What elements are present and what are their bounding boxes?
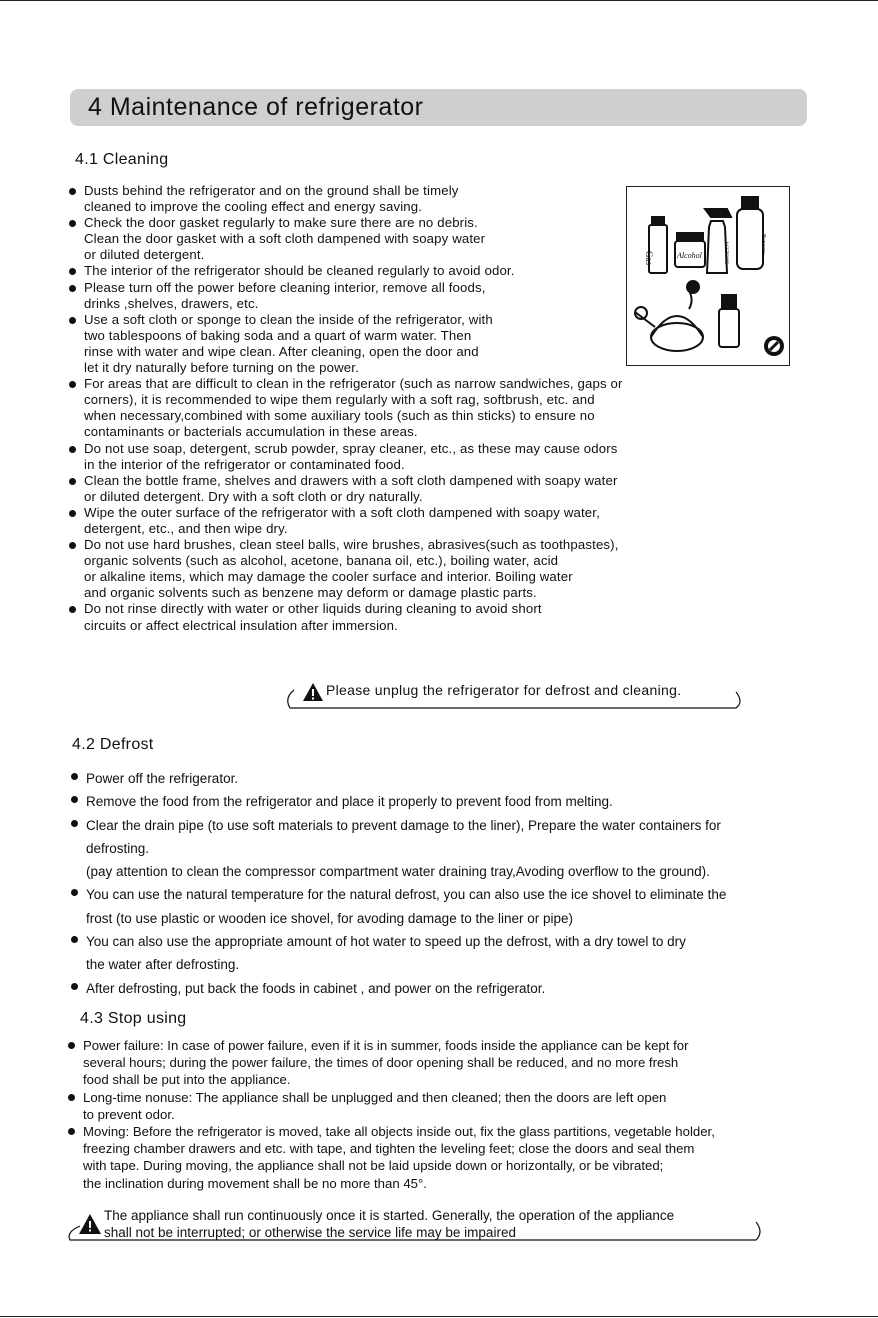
top-rule <box>0 0 878 1</box>
bullet-icon <box>69 606 76 613</box>
benzene-label: Benzene <box>760 234 766 255</box>
list-item: Long-time nonuse: The appliance shall be unplugged and then cleaned; then the doors are left open to prevent odor. <box>67 1089 847 1123</box>
bullet-icon <box>71 773 78 780</box>
stop-using-heading: 4.3 Stop using <box>80 1010 187 1027</box>
alcohol-label: Alcohol <box>677 251 702 260</box>
bullet-icon <box>69 542 76 549</box>
gas-label: Gas <box>644 251 654 265</box>
list-item: Clean the bottle frame, shelves and drawers with a soft cloth dampened with soapy water or diluted detergent. Dry with a soft cloth or dry naturally. <box>68 473 768 505</box>
stop-using-list <box>67 1037 847 1192</box>
bullet-icon <box>69 268 76 275</box>
bullet-icon <box>71 796 78 803</box>
prohibited-icon <box>764 336 784 356</box>
cleaning-heading: 4.1 Cleaning <box>75 151 169 168</box>
warning-icon <box>302 682 324 702</box>
bullet-icon <box>71 889 78 896</box>
list-item: The interior of the refrigerator should be cleaned regularly to avoid odor. <box>68 263 768 279</box>
continuous-run-warning-line1: The appliance shall run continuously once it is started. Generally, the operation of the appliance <box>104 1208 675 1223</box>
warning-icon <box>78 1213 102 1235</box>
defrost-heading: 4.2 Defrost <box>72 736 154 753</box>
cleaning-agents-illustration <box>626 186 790 366</box>
unplug-warning <box>284 680 742 710</box>
bullet-icon <box>68 1042 75 1049</box>
bullet-icon <box>68 1128 75 1135</box>
defrost-list <box>70 767 845 1000</box>
bullet-icon <box>71 936 78 943</box>
list-item: Do not rinse directly with water or other liquids during cleaning to avoid short circuits or affect electrical insulation after immersion. <box>68 601 768 633</box>
list-item: Check the door gasket regularly to make sure there are no debris. Clean the door gasket with a soft cloth dampened with soapy water or diluted detergent. <box>68 215 768 263</box>
bullet-icon <box>71 820 78 827</box>
list-item: Power failure: In case of power failure, even if it is in summer, foods inside the appliance can be kept for several hours; during the power failure, the times of door opening shall be reduced, and no more fresh food shall be put into the appliance. <box>67 1037 847 1089</box>
bullet-icon <box>69 478 76 485</box>
list-item: Wipe the outer surface of the refrigerator with a soft cloth dampened with soapy water, detergent, etc., and then wipe dry. <box>68 505 768 537</box>
bullet-icon <box>69 317 76 324</box>
prohibited-chemicals-icon <box>627 187 789 365</box>
list-item: You can use the natural temperature for the natural defrost, you can also use the ice shovel to eliminate the frost (to use plastic or wooden ice shovel, for avoding damage to the liner or pipe) <box>70 883 845 930</box>
list-item: Dusts behind the refrigerator and on the ground shall be timely cleaned to improve the cooling effect and energy saving. <box>68 183 768 215</box>
bullet-icon <box>69 220 76 227</box>
list-item: For areas that are difficult to clean in the refrigerator (such as narrow sandwiches, gaps or corners), it is recommended to wipe them regularly with a soft rag, softbrush, etc. and when necessary,combined with some auxiliary tools (such as thin sticks) to ensure no contaminants or bacterials accumulation in these areas. <box>68 376 768 440</box>
list-item: Do not use soap, detergent, scrub powder, spray cleaner, etc., as these may cause odors in the interior of the refrigerator or contaminated food. <box>68 441 768 473</box>
continuous-run-warning-line2: shall not be interrupted; or otherwise the service life may be impaired <box>104 1225 516 1240</box>
list-item: Clear the drain pipe (to use soft materials to prevent damage to the liner), Prepare the water containers for defrosting. (pay attention to clean the compressor compartment water draining tray,Avoding overflow to the ground). <box>70 814 845 884</box>
bullet-icon <box>69 188 76 195</box>
bottom-rule <box>0 1316 878 1317</box>
bullet-icon <box>71 983 78 990</box>
list-item: Moving: Before the refrigerator is moved, take all objects inside out, fix the glass partitions, vegetable holder, freezing chamber drawers and etc. with tape, and tighten the leveling feet; close the doors and seal them with tape. During moving, the appliance shall not be laid upside down or horizontally, or be vibrated; the inclination during movement shall be no more than 45°. <box>67 1123 847 1192</box>
acetone-label: ACETONE <box>723 241 728 265</box>
unplug-warning-text: Please unplug the refrigerator for defrost and cleaning. <box>326 682 682 698</box>
bullet-icon <box>69 446 76 453</box>
list-item: Power off the refrigerator. <box>70 767 845 790</box>
continuous-run-warning <box>66 1208 762 1242</box>
bullet-icon <box>69 510 76 517</box>
list-item: Remove the food from the refrigerator and place it properly to prevent food from melting. <box>70 790 845 813</box>
list-item: After defrosting, put back the foods in cabinet , and power on the refrigerator. <box>70 977 845 1000</box>
bullet-icon <box>69 285 76 292</box>
page-title: 4 Maintenance of refrigerator <box>88 93 424 121</box>
bullet-icon <box>69 381 76 388</box>
list-item: Do not use hard brushes, clean steel balls, wire brushes, abrasives(such as toothpastes), organic solvents (such as alcohol, acetone, banana oil, etc.), boiling water, acid or alkaline items, which may damage the cooler surface and interior. Boiling water and organic solvents such as benzene may deform or damage plastic parts. <box>68 537 768 601</box>
section-title-bar <box>70 89 807 126</box>
list-item: You can also use the appropriate amount of hot water to speed up the defrost, with a dry towel to dry the water after defrosting. <box>70 930 845 977</box>
list-item: Please turn off the power before cleaning interior, remove all foods, drinks ,shelves, drawers, etc. <box>68 280 768 312</box>
bullet-icon <box>68 1094 75 1101</box>
list-item: Use a soft cloth or sponge to clean the inside of the refrigerator, with two tablespoons of baking soda and a quart of warm water. Then rinse with water and wipe clean. After cleaning, open the door and let it dry naturally before turning on the power. <box>68 312 768 376</box>
